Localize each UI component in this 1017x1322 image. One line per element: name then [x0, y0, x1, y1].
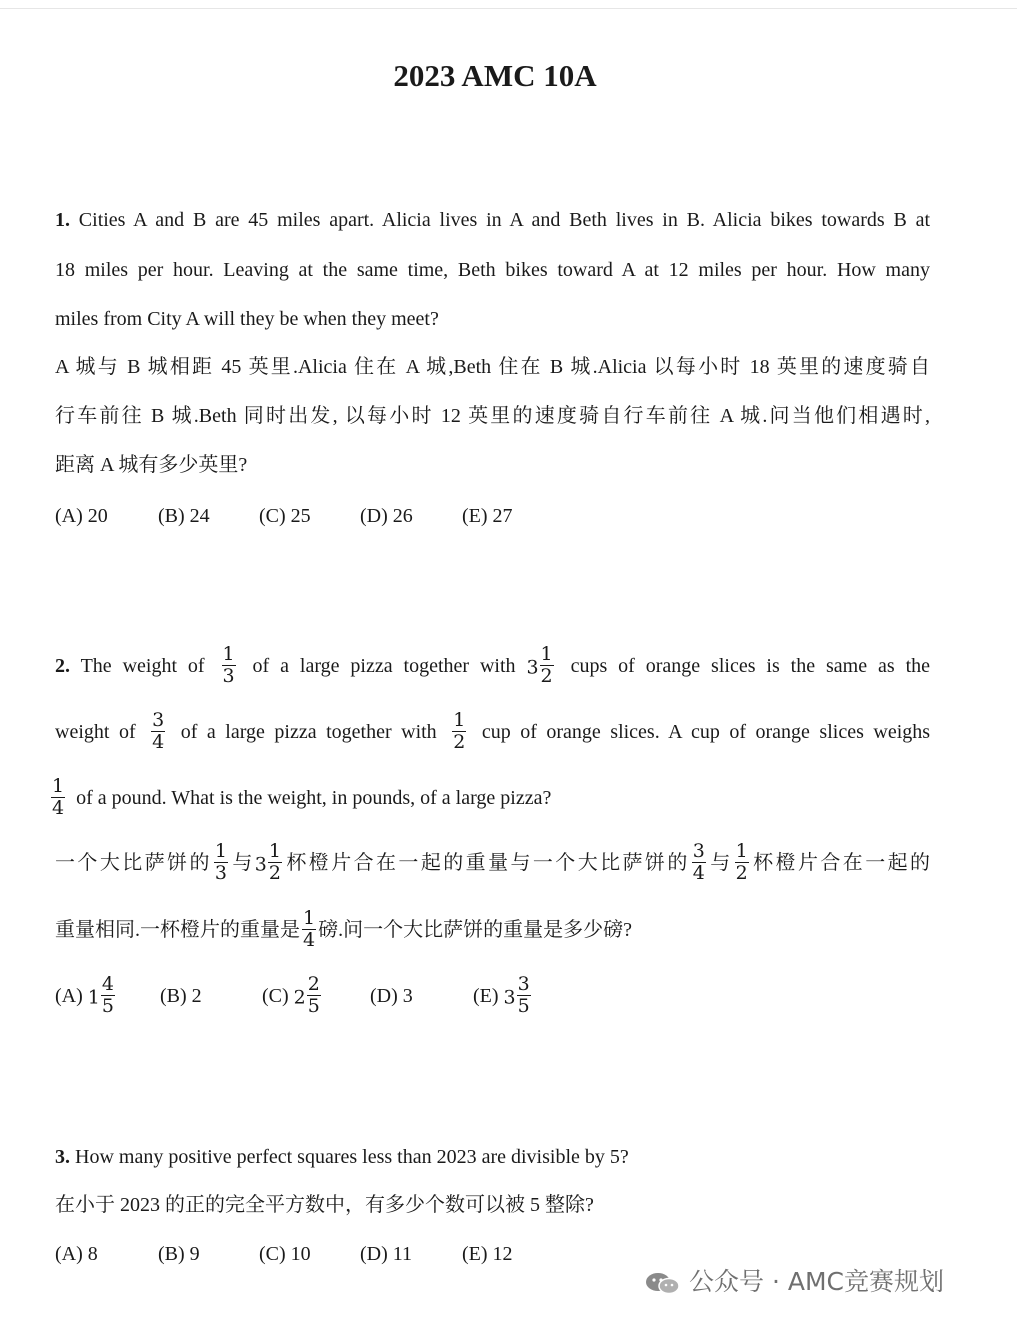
p2-en2-c: cup of orange slices. A cup of orange slices weighs — [481, 721, 931, 744]
p2-zh1-d: 与 — [707, 852, 733, 875]
p3-choice-d: (D) 11 — [360, 1243, 413, 1265]
p1-zh-line-3: 距离 A 城有多少英里? — [55, 454, 248, 476]
zh-fraction-one-quarter: $\frac{1}{4}$ — [303, 907, 316, 951]
p3-choice-c: (C) 10 — [259, 1243, 311, 1265]
p1-number: 1. — [55, 209, 70, 231]
p1-en-line-1 — [55, 205, 930, 235]
fraction-one-third: $\frac{1}{3}$ — [222, 643, 235, 687]
p3-en-line — [55, 1142, 930, 1172]
zh-mixed-three-and-half: 3 $\frac{1}{2}$ — [254, 840, 281, 884]
p3-number: 3. — [55, 1146, 70, 1168]
p2-choice-c: (C) 2 $\frac{2}{5}$ — [262, 973, 320, 1017]
p2-en1-c: cups of orange slices is the same as the — [570, 655, 931, 678]
zh-fraction-one-half: $\frac{1}{2}$ — [735, 840, 748, 884]
p1-zh-line-1: A 城与 B 城相距 45 英里.Alicia 住在 A 城,Beth 住在 B 城.Alicia 以每小时 18 英里的速度骑自 — [55, 356, 930, 378]
p1-choice-a: (A) 20 — [55, 505, 108, 527]
p2-zh2-a: 重量相同.一杯橙片的重量是 — [55, 919, 300, 942]
p2-choice-a: (A) 1 $\frac{4}{5}$ — [55, 973, 114, 1017]
p1-choice-e: (E) 27 — [462, 505, 513, 527]
p2-en2-b: of a large pizza together with — [180, 721, 437, 744]
p1-en-line-3: miles from City A will they be when they meet? — [55, 308, 439, 330]
p2-zh1-c: 杯橙片合在一起的重量与一个大比萨饼的 — [283, 852, 690, 875]
p2-en-line-1 — [55, 643, 931, 689]
p2-number: 2. — [55, 655, 70, 678]
p2-choices — [55, 973, 930, 1019]
zh-fraction-one-third: $\frac{1}{3}$ — [214, 840, 227, 884]
p3-choice-e: (E) 12 — [462, 1243, 513, 1265]
watermark — [645, 1262, 944, 1298]
p3-en-text: How many positive perfect squares less than 2023 are divisible by 5? — [75, 1146, 629, 1168]
p2-en-line-3 — [51, 775, 926, 821]
wechat-icon — [645, 1272, 681, 1294]
p2-choice-d: (D) 3 — [370, 985, 413, 1008]
p1-en-line-2: 18 miles per hour. Leaving at the same time, Beth bikes toward A at 12 miles per hour. How many — [55, 259, 930, 281]
p3-zh-line: 在小于 2023 的正的完全平方数中，有多少个数可以被 5 整除? — [55, 1194, 594, 1216]
p2-en2-a: weight of — [55, 721, 136, 744]
fraction-three-quarters: $\frac{3}{4}$ — [152, 709, 165, 753]
p1-choice-d: (D) 26 — [360, 505, 413, 527]
p1-choices — [55, 501, 930, 531]
page-title: 2023 AMC 10A — [393, 58, 597, 93]
p2-en3: of a pound. What is the weight, in pounds, of a large pizza? — [76, 787, 552, 810]
p1-zh-line-2: 行车前往 B 城.Beth 同时出发, 以每小时 12 英里的速度骑自行车前往 A 城.问当他们相遇时, — [55, 405, 930, 427]
p2-en1-a: The weight of — [80, 655, 205, 678]
p3-choice-a: (A) 8 — [55, 1243, 98, 1265]
fraction-one-half: $\frac{1}{2}$ — [453, 709, 466, 753]
p2-en1-b: of a large pizza together with — [252, 655, 516, 678]
p2-zh-line-1 — [55, 840, 931, 886]
p2-zh1-e: 杯橙片合在一起的 — [750, 852, 931, 875]
p2-choice-b: (B) 2 — [160, 985, 202, 1008]
p1-en-text-1: Cities A and B are 45 miles apart. Alicia lives in A and Beth lives in B. Alicia bikes towards B at — [78, 209, 931, 231]
p3-choice-b: (B) 9 — [158, 1243, 200, 1265]
zh-fraction-three-quarters: $\frac{3}{4}$ — [692, 840, 705, 884]
fraction-one-quarter: $\frac{1}{4}$ — [52, 775, 65, 819]
p2-zh1-b: 与 — [229, 852, 255, 875]
top-divider — [0, 8, 1017, 9]
mixed-three-and-half: 3 $\frac{1}{2}$ — [526, 643, 553, 687]
p2-choice-e: (E) 3 $\frac{3}{5}$ — [473, 973, 530, 1017]
p2-en-line-2 — [55, 709, 931, 755]
p2-zh-line-2 — [55, 907, 930, 953]
p1-choice-c: (C) 25 — [259, 505, 311, 527]
p2-zh1-a: 一个大比萨饼的 — [55, 852, 212, 875]
p1-choice-b: (B) 24 — [158, 505, 210, 527]
watermark-text: 公众号 · AMC竞赛规划 — [689, 1267, 944, 1296]
p2-zh2-b: 磅.问一个大比萨饼的重量是多少磅? — [318, 919, 632, 942]
